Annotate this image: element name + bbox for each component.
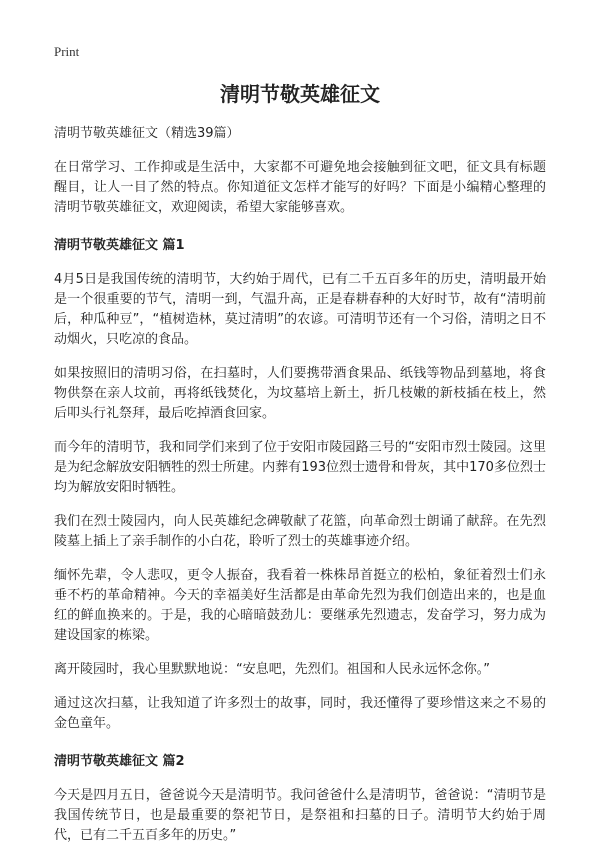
paragraph: 如果按照旧的清明习俗，在扫墓时，人们要携带酒食果品、纸钱等物品到墓地，将食物供祭在亲人坟前，再将纸钱焚化，为坟墓培上新土，折几枝嫩的新枝插在枝上，然后叩头行礼祭拜，最后吃掉酒食回家。 (54, 366, 546, 421)
print-link[interactable]: Print (54, 44, 80, 59)
paragraph: 而今年的清明节，我和同学们来到了位于安阳市陵园路三号的“安阳市烈士陵园。这里是为纪念解放安阳牺牲的烈士所建。内葬有193位烈士遗骨和骨灰，其中170多位烈士均为解放安阳时牺牲。 (54, 440, 546, 495)
intro-paragraph: 在日常学习、工作抑或是生活中，大家都不可避免地会接触到征文吧，征文具有标题醒目，让人一目了然的特点。你知道征文怎样才能写的好吗？下面是小编精心整理的清明节敬英雄征文，欢迎阅读，希望大家能够喜欢。 (54, 160, 546, 215)
paragraph: 我们在烈士陵园内，向人民英雄纪念碑敬献了花篮，向革命烈士朗诵了献辞。在先烈陵墓上插上了亲手制作的小白花，聆听了烈士的英雄事迹介绍。 (54, 514, 546, 549)
paragraph: 4月5日是我国传统的清明节，大约始于周代，已有二千五百多年的历史，清明最开始是一个很重要的节气，清明一到，气温升高，正是春耕春种的大好时节，故有“清明前后，种瓜种豆”，“植树造林，莫过清明”的农谚。可清明节还有一个习俗，清明之日不动烟火，只吃凉的食品。 (54, 272, 546, 347)
page-title: 清明节敬英雄征文 (220, 82, 380, 106)
paragraph: 今天是四月五日，爸爸说今天是清明节。我问爸爸什么是清明节，爸爸说：“清明节是我国传统节日，也是最重要的祭祀节日，是祭祖和扫墓的日子。清明节大约始于周代，已有二千五百多年的历史。” (54, 788, 546, 843)
paragraph: 离开陵园时，我心里默默地说：“安息吧，先烈们。祖国和人民永远怀念你。” (54, 662, 490, 677)
section-heading-2: 清明节敬英雄征文 篇2 (54, 754, 185, 769)
section-heading-1: 清明节敬英雄征文 篇1 (54, 238, 185, 253)
article-subtitle: 清明节敬英雄征文（精选39篇） (54, 126, 240, 141)
paragraph: 缅怀先辈，令人悲叹，更令人振奋，我看着一株株昂首挺立的松柏，象征着烈士们永垂不朽的革命精神。今天的幸福美好生活都是由革命先烈为我们创造出来的，也是血红的鲜血换来的。于是，我的心暗暗鼓劲儿：要继承先烈遗志，发奋学习，努力成为建设国家的栋梁。 (54, 568, 546, 643)
paragraph: 通过这次扫墓，让我知道了许多烈士的故事，同时，我还懂得了要珍惜这来之不易的金色童年。 (54, 696, 546, 731)
